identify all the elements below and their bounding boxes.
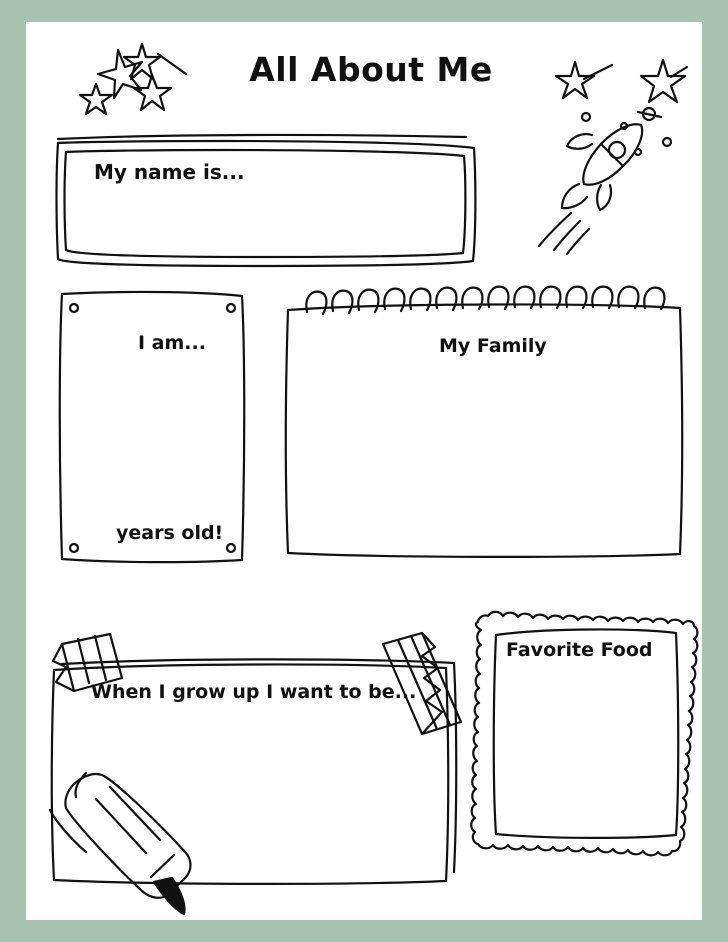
stars-small-icon	[556, 60, 687, 102]
age-field-label: I am...	[138, 332, 206, 354]
grow-up-field-box	[52, 633, 461, 884]
family-field-label: My Family	[439, 335, 547, 357]
page-title: All About Me	[249, 50, 493, 89]
stars-cluster-icon	[80, 44, 186, 114]
worksheet-artwork	[26, 22, 702, 920]
name-field-label: My name is...	[94, 160, 245, 184]
favorite-food-field-label: Favorite Food	[506, 639, 653, 661]
pencil-icon	[50, 773, 191, 914]
title-underline	[58, 135, 466, 139]
grow-up-field-label: When I grow up I want to be...	[91, 681, 417, 703]
spiral-binding-icon	[306, 287, 664, 314]
rocket-icon	[539, 108, 671, 254]
worksheet-sheet	[26, 22, 702, 920]
family-field-box	[286, 287, 683, 557]
age-field-suffix-label: years old!	[116, 522, 224, 544]
